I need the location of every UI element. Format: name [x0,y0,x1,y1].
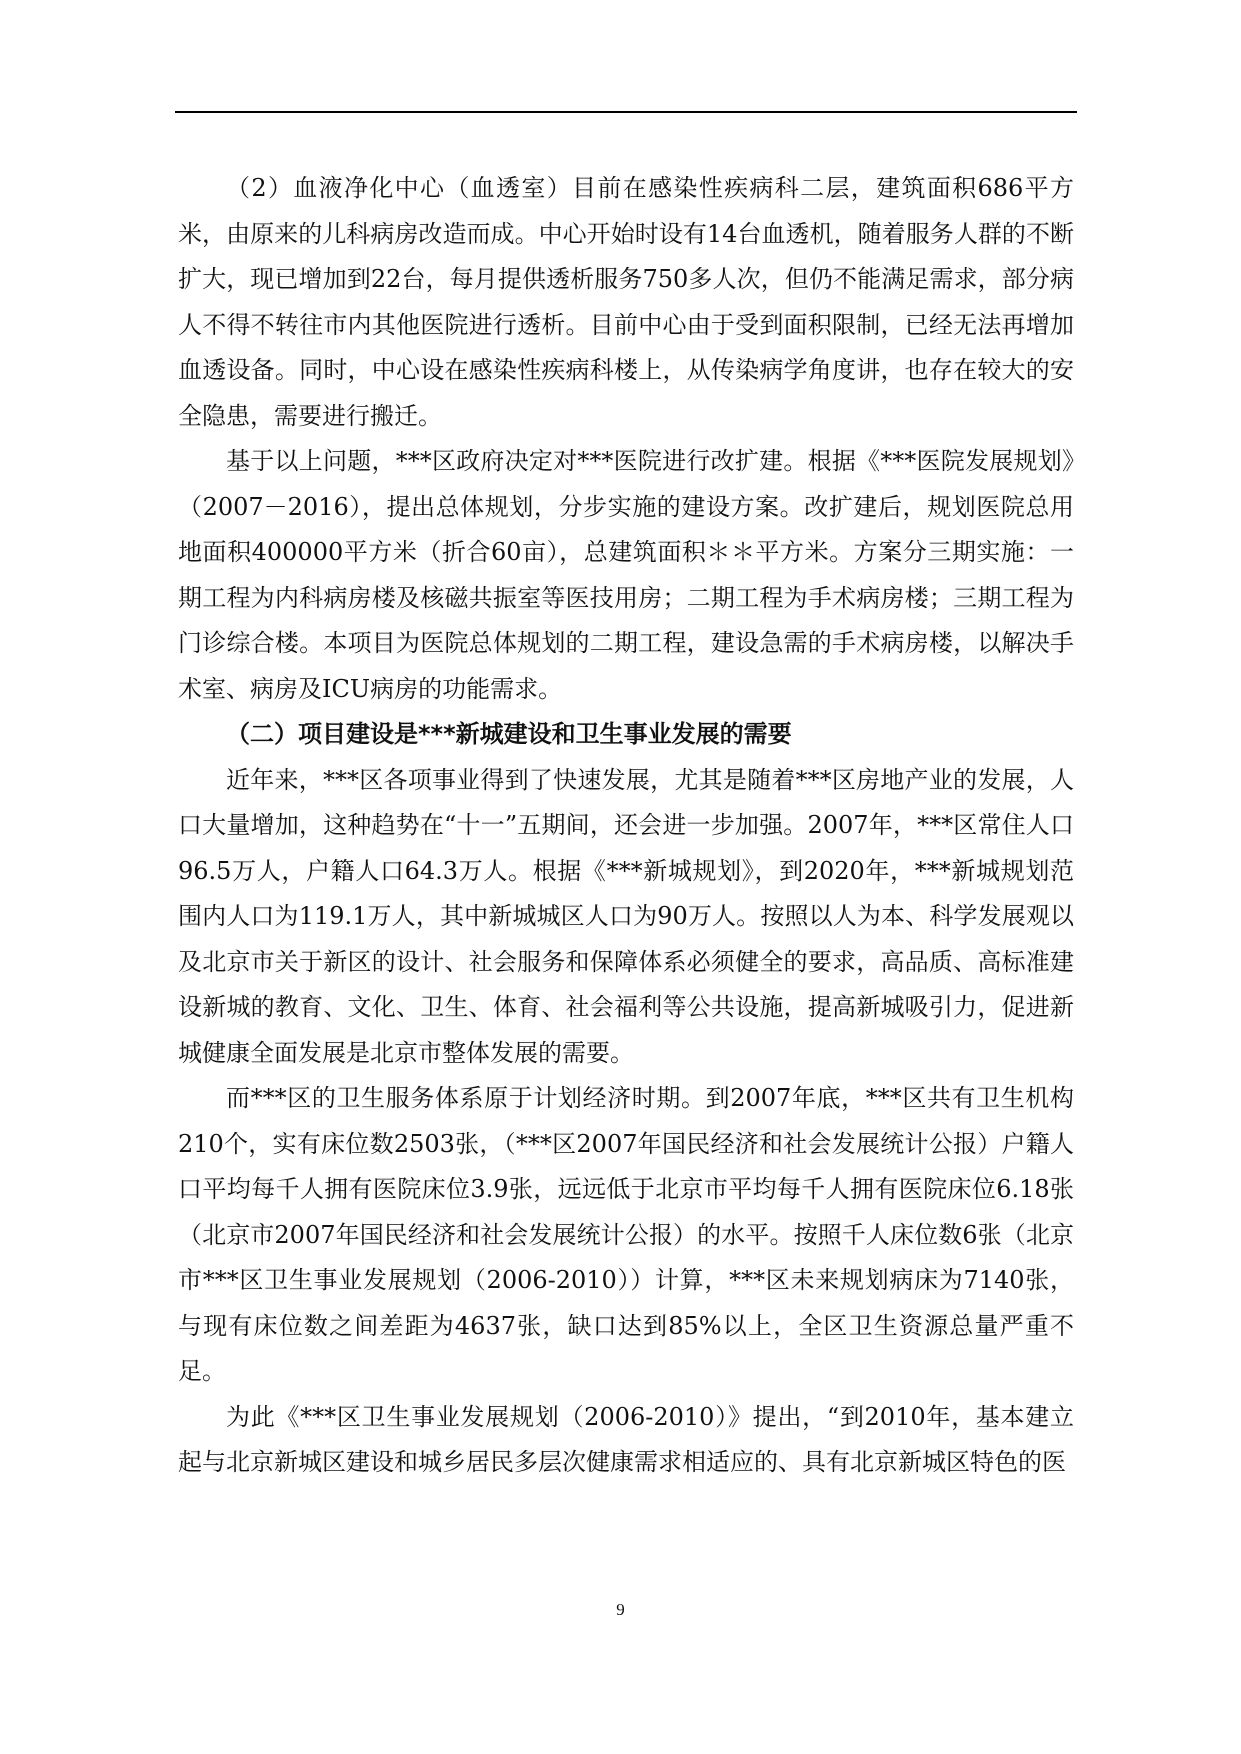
section-heading: （二）项目建设是***新城建设和卫生事业发展的需要 [226,720,792,748]
paragraph-expansion-plan: 基于以上问题，***区政府决定对***医院进行改扩建。根据《***医院发展规划》（2007－2016），提出总体规划，分步实施的建设方案。改扩建后，规划医院总用地面积400000平方米（折合60亩），总建筑面积＊＊平方米。方案分三期实施：一期工程为内科病房楼及核磁共振室等医技用房；二期工程为手术病房楼；三期工程为门诊综合楼。本项目为医院总体规划的二期工程，建设急需的手术病房楼，以解决手术室、病房及ICU病房的功能需求。 [178,447,1074,703]
page-number: 9 [616,1600,625,1619]
document-body [178,166,1074,1486]
paragraph-population: 近年来，***区各项事业得到了快速发展，尤其是随着***区房地产业的发展，人口大量增加，这种趋势在“十一”五期间，还会进一步加强。2007年，***区常住人口96.5万人，户籍人口64.3万人。根据《***新城规划》，到2020年，***新城规划范围内人口为119.1万人，其中新城城区人口为90万人。按照以人为本、科学发展观以及北京市关于新区的设计、社会服务和保障体系必须健全的要求，高品质、高标准建设新城的教育、文化、卫生、体育、社会福利等公共设施，提高新城吸引力，促进新城健康全面发展是北京市整体发展的需要。 [178,765,1074,1067]
paragraph-health-resources: 而***区的卫生服务体系原于计划经济时期。到2007年底，***区共有卫生机构210个，实有床位数2503张，（***区2007年国民经济和社会发展统计公报）户籍人口平均每千人拥有医院床位3.9张，远远低于北京市平均每千人拥有医院床位6.18张（北京市2007年国民经济和社会发展统计公报）的水平。按照千人床位数6张（北京市***区卫生事业发展规划（2006-2010））计算，***区未来规划病床为7140张，与现有床位数之间差距为4637张，缺口达到85%以上，全区卫生资源总量严重不足。 [178,1084,1074,1385]
header-rule [175,111,1077,113]
paragraph-development-plan: 为此《***区卫生事业发展规划（2006-2010）》提出，“到2010年，基本建立起与北京新城区建设和城乡居民多层次健康需求相适应的、具有北京新城区特色的医 [178,1402,1074,1476]
paragraph-hemodialysis: （2）血液净化中心（血透室）目前在感染性疾病科二层，建筑面积686平方米，由原来的儿科病房改造而成。中心开始时设有14台血透机，随着服务人群的不断扩大，现已增加到22台，每月提供透析服务750多人次，但仍不能满足需求，部分病人不得不转往市内其他医院进行透析。目前中心由于受到面积限制，已经无法再增加血透设备。同时，中心设在感染性疾病科楼上，从传染病学角度讲，也存在较大的安全隐患，需要进行搬迁。 [178,174,1074,430]
